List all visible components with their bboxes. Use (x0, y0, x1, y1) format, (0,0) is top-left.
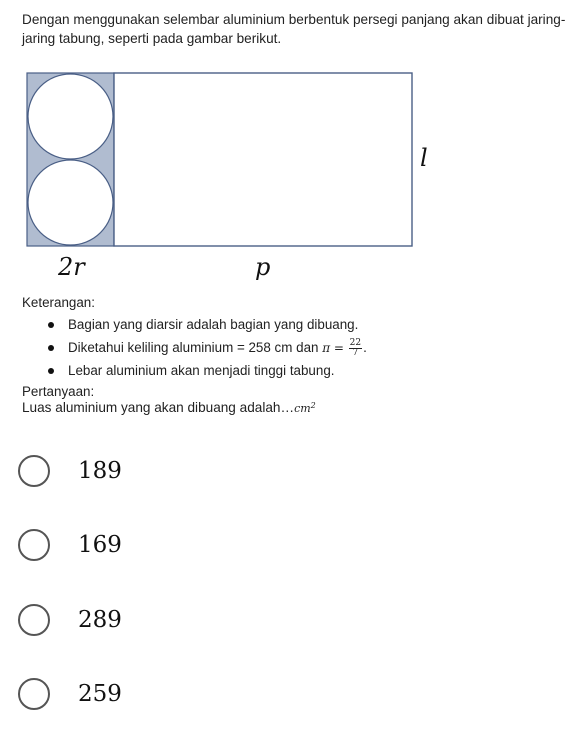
bullet-item (22, 359, 562, 382)
unit-exponent: 2 (310, 401, 316, 410)
label-2r: 2r (58, 253, 85, 281)
equals-symbol: = (333, 341, 344, 355)
lateral-rectangle (114, 73, 412, 246)
pertanyaan-label: Pertanyaan: (22, 384, 95, 399)
option-3[interactable] (18, 600, 318, 640)
radio-button[interactable] (18, 529, 50, 561)
unit-label (294, 402, 316, 415)
bullet-item (22, 336, 562, 359)
radio-button[interactable] (18, 455, 50, 487)
option-label: 259 (78, 681, 122, 707)
bullet-text: Diketahui keliling aluminium = 258 cm dan (68, 340, 319, 355)
bullet-text: Bagian yang diarsir adalah bagian yang dibuang. (68, 317, 359, 332)
label-p: p (255, 253, 271, 281)
option-label: 289 (78, 607, 122, 633)
option-label: 189 (78, 458, 122, 484)
option-1[interactable] (18, 451, 318, 491)
keterangan-label: Keterangan: (22, 295, 95, 310)
info-section (22, 293, 562, 402)
bullet-text: Lebar aluminium akan menjadi tinggi tabung. (68, 363, 335, 378)
net-diagram (0, 0, 580, 290)
question-intro: Dengan menggunakan selembar aluminium berbentuk persegi panjang akan dibuat jaring-jaring tabung, seperti pada gambar berikut. (22, 12, 566, 46)
fraction-denominator: 7 (352, 347, 359, 358)
top-circle (28, 74, 113, 159)
radio-button[interactable] (18, 678, 50, 710)
bottom-circle (28, 160, 113, 245)
bullet-end: . (363, 340, 367, 355)
label-l: l (420, 144, 428, 172)
keterangan-list (22, 313, 562, 382)
option-label: 169 (78, 532, 122, 558)
option-4[interactable] (18, 674, 318, 714)
option-2[interactable] (18, 525, 318, 565)
bullet-item (22, 313, 562, 336)
radio-button[interactable] (18, 604, 50, 636)
fraction-numerator: 22 (349, 337, 362, 348)
unit-text: cm (294, 402, 311, 415)
prompt-text: Luas aluminium yang akan dibuang adalah… (22, 400, 295, 415)
question-prompt (22, 400, 316, 415)
pi-fraction (349, 339, 362, 358)
pi-symbol: π (322, 341, 331, 355)
